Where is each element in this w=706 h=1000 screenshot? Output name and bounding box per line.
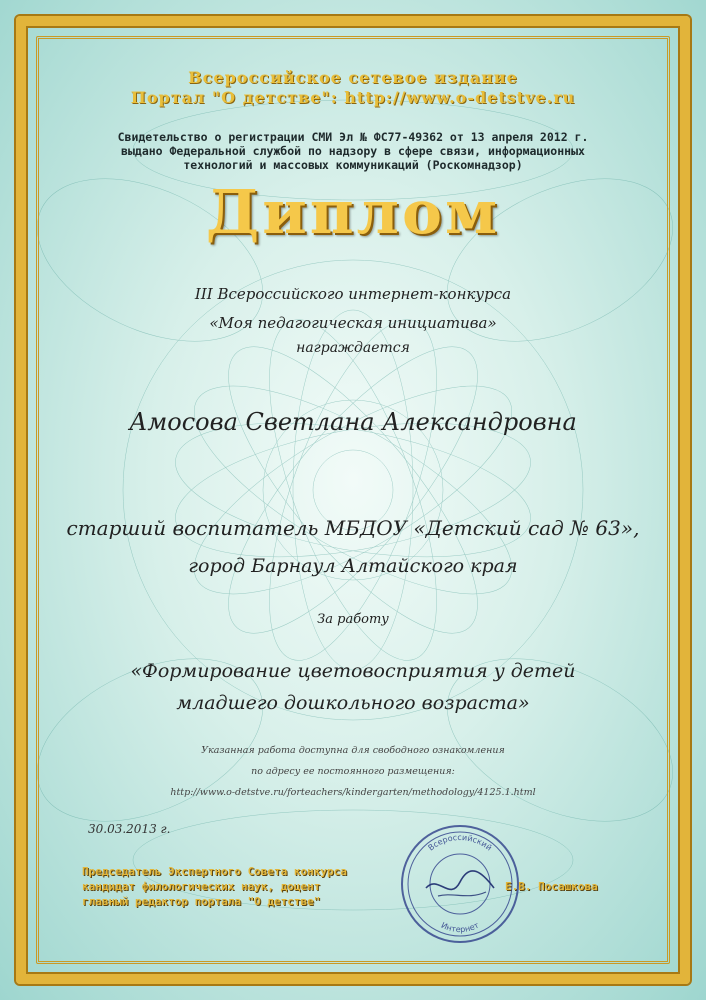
- signatory-titles: [82, 864, 347, 909]
- recipient-position: старший воспитатель МБДОУ «Детский сад № 63»,: [66, 516, 640, 540]
- registration-line-2: выдано Федеральной службой по надзору в сфере связи, информационных: [121, 144, 585, 158]
- diploma-title: Диплом: [205, 178, 501, 248]
- svg-text:Всероссийский: [426, 833, 493, 853]
- portal-url: Портал "О детстве": http://www.o-detstve.ru: [130, 88, 576, 107]
- signatory-name: Е.В. Посашкова: [505, 880, 598, 893]
- signatory-line-2: кандидат филологических наук, доцент: [82, 880, 321, 893]
- official-stamp: [398, 822, 522, 946]
- work-title-line-1: «Формирование цветовосприятия у детей: [130, 660, 576, 682]
- registration-line-3: технологий и массовых коммуникаций (Роскомнадзор): [183, 158, 523, 172]
- svg-text:Интернет: [440, 921, 481, 935]
- work-title-line-2: младшего дошкольного возраста»: [176, 692, 530, 714]
- issue-date: 30.03.2013 г.: [88, 822, 171, 836]
- stamp-text-top: Всероссийский: [426, 832, 494, 853]
- registration-info: [0, 130, 706, 172]
- stamp-text-bottom: Интернет: [439, 920, 481, 935]
- contest-line-2: «Моя педагогическая инициатива»: [209, 314, 497, 332]
- signatory-line-3: главный редактор портала "О детстве": [82, 895, 321, 908]
- publisher-name: Всероссийское сетевое издание: [188, 68, 518, 87]
- awarded-label: награждается: [296, 340, 410, 356]
- note-line-2: по адресу ее постоянного размещения:: [251, 766, 455, 777]
- note-line-1: Указанная работа доступна для свободного ознакомления: [201, 745, 505, 756]
- recipient-city: город Барнаул Алтайского края: [188, 555, 518, 577]
- contest-line-1: III Всероссийского интернет-конкурса: [194, 285, 512, 303]
- signatory-line-1: Председатель Экспертного Совета конкурса: [82, 865, 347, 878]
- work-url: http://www.o-detstve.ru/forteachers/kindergarten/methodology/4125.1.html: [170, 787, 536, 798]
- registration-line-1: Свидетельство о регистрации СМИ Эл № ФС77-49362 от 13 апреля 2012 г.: [117, 130, 589, 144]
- for-work-label: За работу: [317, 612, 389, 627]
- recipient-name: Амосова Светлана Александровна: [129, 408, 577, 436]
